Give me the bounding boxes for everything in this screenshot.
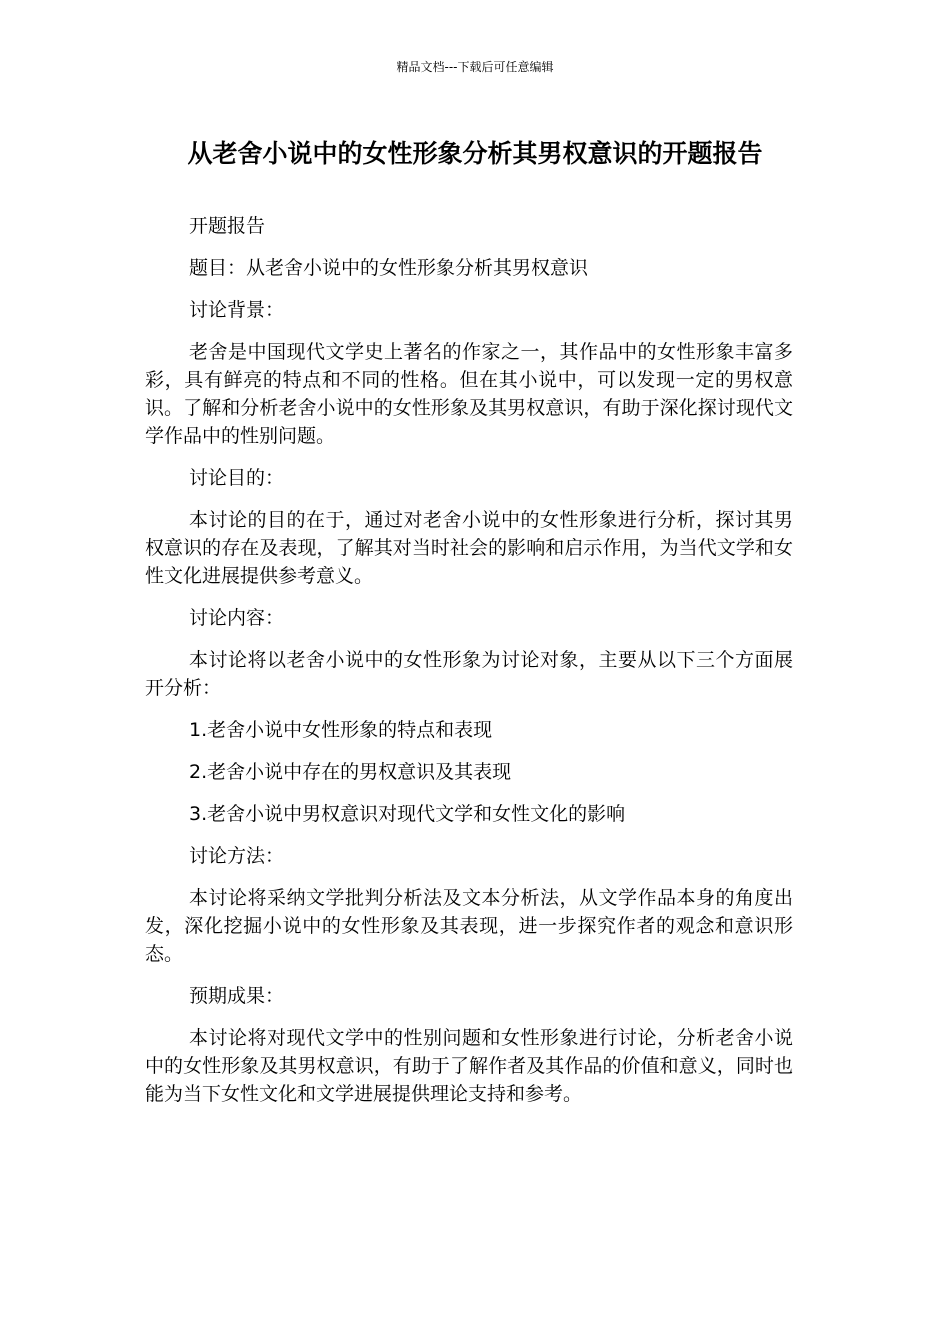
heading-method: 讨论方法： <box>189 845 285 867</box>
paragraph-content: 本讨论将以老舍小说中的女性形象为讨论对象，主要从以下三个方面展开分析： <box>145 649 793 699</box>
paragraph-report-label: 开题报告 <box>189 215 266 237</box>
list-item-content-3: 3.老舍小说中男权意识对现代文学和女性文化的影响 <box>189 803 626 825</box>
heading-purpose: 讨论目的： <box>189 467 285 489</box>
header-note: 精品文档---下载后可任意编辑 <box>396 60 554 74</box>
heading-expected-results: 预期成果： <box>189 985 285 1007</box>
list-item-content-2: 2.老舍小说中存在的男权意识及其表现 <box>189 761 512 783</box>
paragraph-purpose: 本讨论的目的在于，通过对老舍小说中的女性形象进行分析，探讨其男权意识的存在及表现，了解其对当时社会的影响和启示作用，为当代文学和女性文化进展提供参考意义。 <box>145 509 793 587</box>
heading-background: 讨论背景： <box>189 299 285 321</box>
document-title: 从老舍小说中的女性形象分析其男权意识的开题报告 <box>187 139 763 168</box>
paragraph-background: 老舍是中国现代文学史上著名的作家之一，其作品中的女性形象丰富多彩，具有鲜亮的特点和不同的性格。但在其小说中，可以发现一定的男权意识。了解和分析老舍小说中的女性形象及其男权意识，有助于深化探讨现代文学作品中的性别问题。 <box>145 341 793 447</box>
document-body <box>145 212 793 1122</box>
paragraph-expected-results: 本讨论将对现代文学中的性别问题和女性形象进行讨论，分析老舍小说中的女性形象及其男权意识，有助于了解作者及其作品的价值和意义，同时也能为当下女性文化和文学进展提供理论支持和参考。 <box>145 1027 793 1105</box>
paragraph-method: 本讨论将采纳文学批判分析法及文本分析法，从文学作品本身的角度出发，深化挖掘小说中的女性形象及其表现，进一步探究作者的观念和意识形态。 <box>145 887 793 965</box>
heading-content: 讨论内容： <box>189 607 285 629</box>
paragraph-topic: 题目：从老舍小说中的女性形象分析其男权意识 <box>189 257 589 279</box>
list-item-content-1: 1.老舍小说中女性形象的特点和表现 <box>189 719 493 741</box>
